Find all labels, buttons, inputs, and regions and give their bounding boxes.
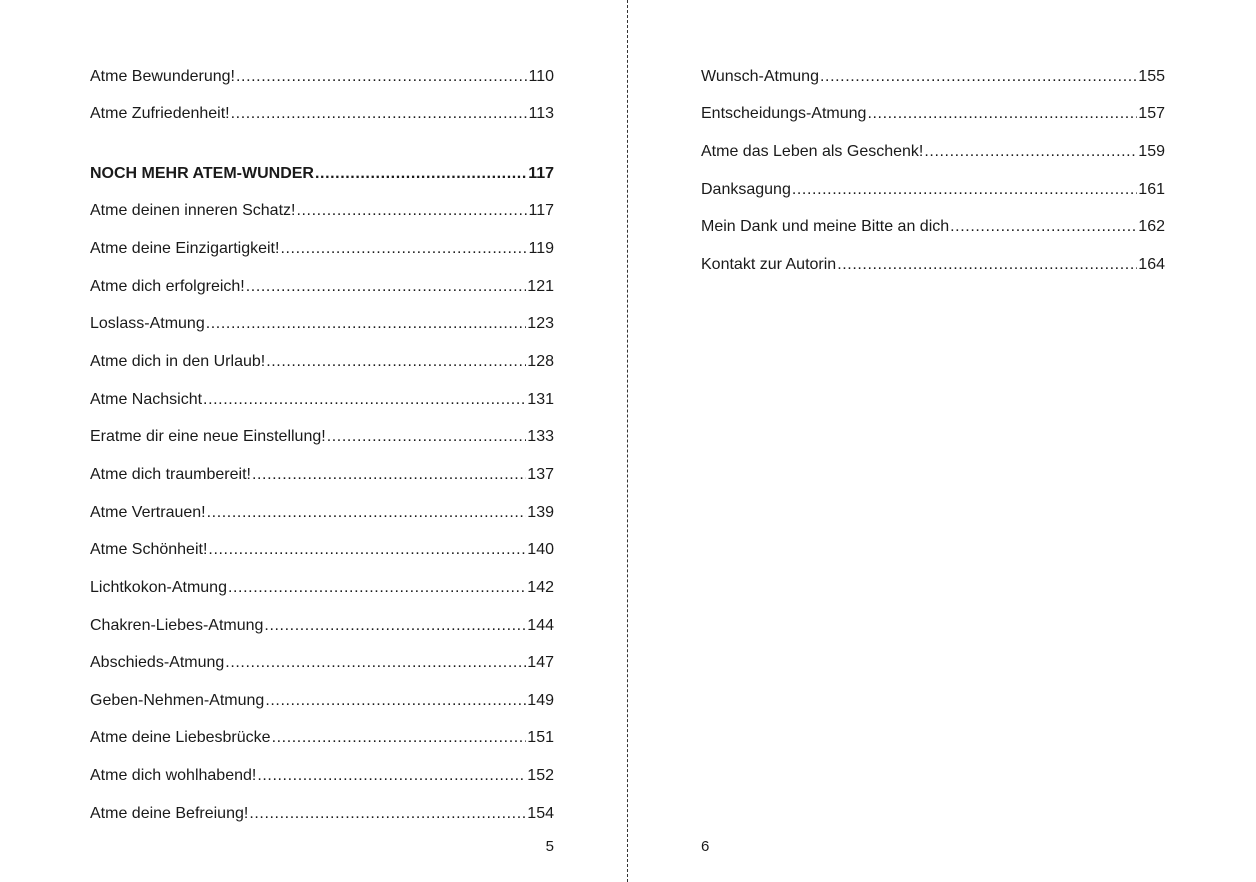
toc-dot-leader: [207, 502, 527, 524]
toc-dot-leader: [257, 765, 526, 787]
toc-entry-page: 151: [527, 729, 554, 746]
toc-entry-page: 161: [1138, 181, 1165, 198]
toc-entry: [90, 238, 554, 260]
toc-entry-page: 121: [527, 278, 554, 295]
toc-dot-leader: [228, 577, 526, 599]
toc-entry-page: 152: [527, 767, 554, 784]
toc-dot-leader: [280, 238, 527, 260]
toc-entry: [90, 727, 554, 749]
toc-entry: [90, 652, 554, 674]
page-number: 6: [701, 838, 710, 855]
toc-entry-title: Wunsch-Atmung: [701, 68, 819, 85]
toc-entry-title: Geben-Nehmen-Atmung: [90, 692, 265, 709]
toc-entry-title: Loslass-Atmung: [90, 315, 205, 332]
toc-dot-leader: [272, 727, 527, 749]
toc-entry: [90, 200, 554, 222]
page-number: 5: [545, 838, 554, 855]
toc-entry-page: 110: [528, 68, 554, 85]
toc-entry-page: 162: [1138, 218, 1165, 235]
toc-entry: [701, 216, 1165, 238]
toc-entry-page: 140: [527, 541, 554, 558]
toc-entry-page: 123: [527, 315, 554, 332]
toc-entry-page: 155: [1138, 68, 1165, 85]
toc-dot-leader: [252, 464, 526, 486]
toc-entry-page: 147: [527, 654, 554, 671]
toc-entry-title: Chakren-Liebes-Atmung: [90, 617, 264, 634]
toc-dot-leader: [206, 313, 527, 335]
toc-entry-page: 131: [527, 391, 554, 408]
toc-section-heading: [90, 163, 554, 185]
toc-dot-leader: [327, 426, 527, 448]
toc-entry: [90, 803, 554, 825]
toc-entry: [701, 254, 1165, 276]
toc-entry-title: NOCH MEHR ATEM-WUNDER: [90, 165, 314, 182]
toc-entry-title: Atme Bewunderung!: [90, 68, 235, 85]
toc-dot-leader: [264, 615, 526, 637]
toc-entry: [701, 103, 1165, 125]
toc-dot-leader: [249, 803, 526, 825]
toc-entry: [90, 389, 554, 411]
toc-entry-page: 139: [527, 504, 554, 521]
page-fold-divider: [627, 0, 628, 882]
toc-entry: [90, 276, 554, 298]
toc-entry: [90, 103, 554, 125]
toc-entry-title: Lichtkokon-Atmung: [90, 579, 227, 596]
toc-entry-page: 157: [1138, 105, 1165, 122]
toc-entry-page: 133: [527, 428, 554, 445]
toc-entry: [701, 141, 1165, 163]
toc-entry-title: Atme dich erfolgreich!: [90, 278, 245, 295]
toc-entry-title: Atme deine Befreiung!: [90, 805, 249, 822]
toc-entry-page: 137: [527, 466, 554, 483]
right-page: [701, 0, 1165, 882]
toc-dot-leader: [203, 389, 526, 411]
toc-entry-title: Atme Vertrauen!: [90, 504, 206, 521]
toc-dot-leader: [792, 179, 1137, 201]
toc-entry-title: Entscheidungs-Atmung: [701, 105, 867, 122]
toc-entry: [90, 351, 554, 373]
toc-entry-title: Atme dich traumbereit!: [90, 466, 251, 483]
toc-entry-page: 159: [1138, 143, 1165, 160]
toc-entry-title: Atme dich in den Urlaub!: [90, 353, 266, 370]
toc-dot-leader: [231, 103, 528, 125]
toc-entry-title: Atme Nachsicht: [90, 391, 203, 408]
toc-entry: [701, 66, 1165, 88]
toc-dot-leader: [950, 216, 1137, 238]
left-page: [90, 0, 554, 882]
toc-entry-title: Abschieds-Atmung: [90, 654, 225, 671]
toc-entry-title: Atme dich wohlhabend!: [90, 767, 257, 784]
toc-entry: [90, 502, 554, 524]
toc-entry-title: Eratme dir eine neue Einstellung!: [90, 428, 326, 445]
toc-dot-leader: [265, 690, 526, 712]
toc-dot-leader: [296, 200, 527, 222]
toc-dot-leader: [266, 351, 526, 373]
toc-entry: [90, 539, 554, 561]
toc-entry-title: Atme deine Liebesbrücke: [90, 729, 271, 746]
toc-entry: [90, 426, 554, 448]
toc-entry-title: Atme Zufriedenheit!: [90, 105, 230, 122]
toc-entry-page: 128: [527, 353, 554, 370]
toc-dot-leader: [837, 254, 1137, 276]
toc-entry-title: Atme das Leben als Geschenk!: [701, 143, 924, 160]
toc-entry: [701, 179, 1165, 201]
toc-entry: [90, 66, 554, 88]
toc-dot-leader: [867, 103, 1137, 125]
toc-entry-title: Mein Dank und meine Bitte an dich: [701, 218, 950, 235]
toc-dot-leader: [236, 66, 528, 88]
toc-entry: [90, 577, 554, 599]
toc-entry-page: 149: [527, 692, 554, 709]
toc-dot-leader: [820, 66, 1137, 88]
toc-entry-page: 113: [528, 105, 554, 122]
toc-dot-leader: [315, 163, 527, 185]
toc-entry: [90, 765, 554, 787]
toc-dot-leader: [208, 539, 526, 561]
toc-entry-page: 117: [528, 202, 554, 219]
toc-entry-page: 144: [527, 617, 554, 634]
toc-entry: [90, 615, 554, 637]
toc-entry-title: Atme deine Einzigartigkeit!: [90, 240, 280, 257]
toc-entry: [90, 690, 554, 712]
toc-dot-leader: [924, 141, 1137, 163]
toc-entry: [90, 464, 554, 486]
toc-entry-title: Danksagung: [701, 181, 791, 198]
toc-entry-page: 117: [528, 165, 554, 182]
toc-entry-title: Kontakt zur Autorin: [701, 256, 837, 273]
toc-dot-leader: [225, 652, 526, 674]
toc-entry-page: 154: [527, 805, 554, 822]
toc-dot-leader: [246, 276, 527, 298]
toc-entry-page: 142: [527, 579, 554, 596]
toc-entry: [90, 313, 554, 335]
toc-entry-page: 164: [1138, 256, 1165, 273]
toc-entry-page: 119: [528, 240, 554, 257]
toc-entry-title: Atme Schönheit!: [90, 541, 208, 558]
toc-entry-title: Atme deinen inneren Schatz!: [90, 202, 296, 219]
